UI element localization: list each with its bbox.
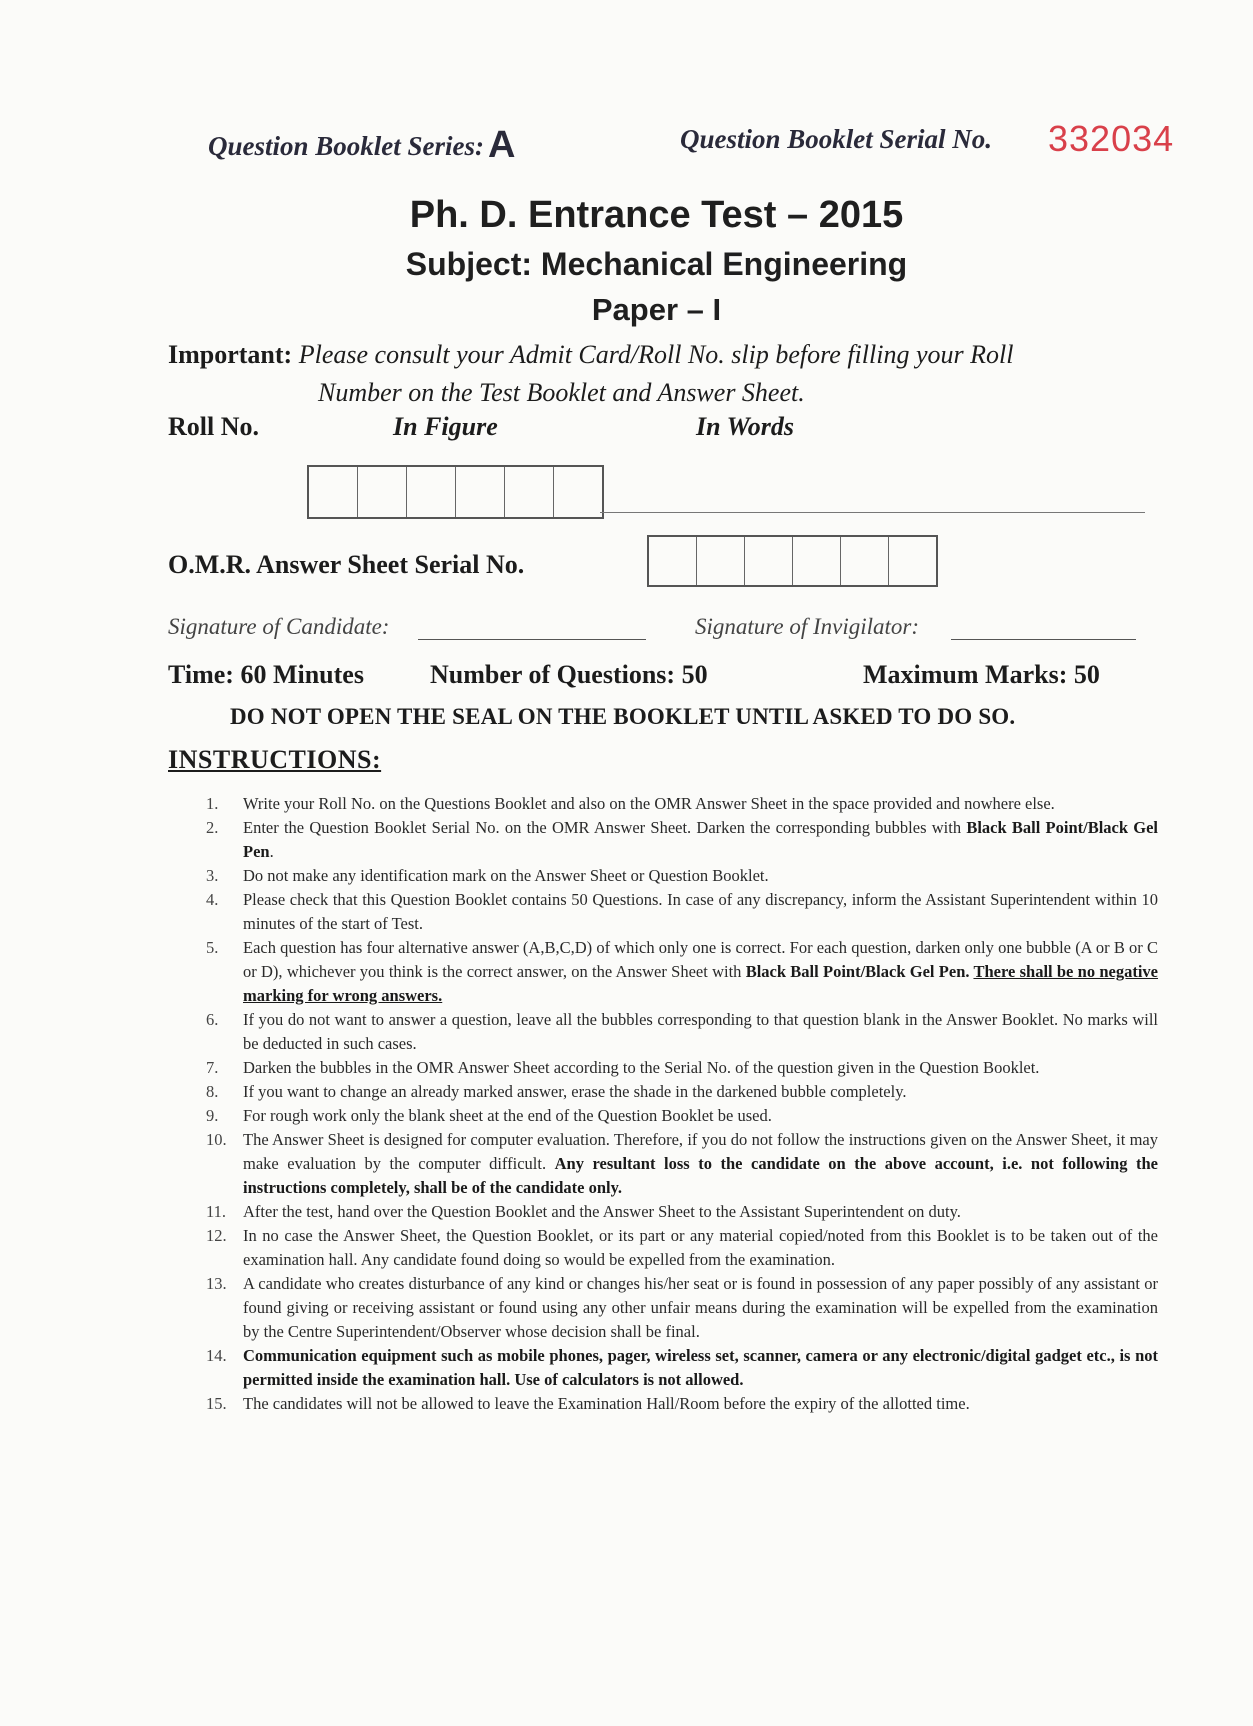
instruction-item	[168, 1200, 1158, 1224]
invigilator-signature-label: Signature of Invigilator:	[695, 614, 920, 639]
instruction-underlined-text: There shall be no negative marking for wrong answers.	[243, 962, 1159, 1005]
instruction-bold-text: Communication equipment such as mobile phones, pager, wireless set, scanner, camera or any electronic/digital gadget etc., is not permitted inside the examination hall. Use of calculators is not allowed.	[243, 1346, 1158, 1389]
instructions-list	[168, 792, 1158, 1416]
candidate-signature-label: Signature of Candidate:	[168, 614, 390, 639]
instruction-text: In no case the Answer Sheet, the Question Booklet, or its part or any material copied/noted from this Booklet is to be taken out of the examination hall. Any candidate found doing so would be expelled from the examination.	[243, 1226, 1158, 1269]
instruction-text: If you want to change an already marked answer, erase the shade in the darkened bubble completely.	[243, 1082, 907, 1101]
instruction-text: Please check that this Question Booklet contains 50 Questions. In case of any discrepancy, inform the Assistant Superintendent within 10 minutes of the start of Test.	[243, 890, 1158, 933]
instruction-text: Darken the bubbles in the OMR Answer Sheet according to the Serial No. of the question given in the Question Booklet.	[243, 1058, 1040, 1077]
instruction-text: A candidate who creates disturbance of any kind or changes his/her seat or is found in possession of any paper possibly of any assistant or found giving or receiving assistant or found using any other unfair means during the examination will be expelled from the examination by the Centre Superintendent/Observer whose decision shall be final.	[243, 1274, 1158, 1341]
booklet-header	[208, 118, 1178, 168]
marks-info: Maximum Marks: 50	[863, 660, 1100, 689]
candidate-signature-line[interactable]	[418, 639, 646, 640]
roll-in-words-line[interactable]	[600, 512, 1145, 513]
instruction-text: Write your Roll No. on the Questions Booklet and also on the OMR Answer Sheet in the space provided and nowhere else.	[243, 794, 1055, 813]
instruction-text: For rough work only the blank sheet at the end of the Question Booklet be used.	[243, 1106, 772, 1125]
instruction-number: 10.	[206, 1130, 227, 1149]
series-field	[208, 124, 515, 167]
roll-digit-box[interactable]	[505, 467, 554, 517]
serial-number: 332034	[1048, 118, 1175, 159]
instruction-number: 1.	[206, 794, 219, 813]
instruction-bold-text: Black Ball Point/Black Gel Pen	[243, 818, 1158, 861]
in-figure-label: In Figure	[393, 412, 498, 441]
instruction-text: Do not make any identification mark on the Answer Sheet or Question Booklet.	[243, 866, 769, 885]
roll-digit-box[interactable]	[309, 467, 358, 517]
exam-title: Ph. D. Entrance Test – 2015	[409, 194, 904, 236]
instruction-number: 11.	[206, 1202, 227, 1221]
instruction-text: If you do not want to answer a question, leave all the bubbles corresponding to that question blank in the Answer Booklet. No marks will be deducted in such cases.	[243, 1010, 1158, 1053]
instruction-item	[168, 1008, 1158, 1056]
instruction-number: 13.	[206, 1274, 227, 1293]
in-words-label: In Words	[696, 412, 795, 441]
instruction-item	[168, 1080, 1158, 1104]
instruction-item	[168, 864, 1158, 888]
instruction-item	[168, 1272, 1158, 1344]
omr-serial-label: O.M.R. Answer Sheet Serial No.	[168, 550, 525, 579]
instruction-text: The Answer Sheet is designed for computer evaluation. Therefore, if you do not follow the instructions given on the Answer Sheet, it may make evaluation by the computer difficult.	[243, 1130, 1158, 1173]
omr-digit-box[interactable]	[889, 537, 936, 585]
instruction-number: 14.	[206, 1346, 227, 1365]
invigilator-signature-line[interactable]	[951, 639, 1136, 640]
instruction-item	[168, 1128, 1158, 1200]
instruction-text: Enter the Question Booklet Serial No. on the OMR Answer Sheet. Darken the corresponding bubbles with	[243, 818, 967, 837]
instruction-item	[168, 888, 1158, 936]
seal-notice: DO NOT OPEN THE SEAL ON THE BOOKLET UNTIL ASKED TO DO SO.	[230, 704, 1016, 729]
important-note	[168, 336, 1158, 412]
instruction-number: 8.	[206, 1082, 219, 1101]
roll-number-boxes[interactable]	[307, 465, 604, 519]
omr-digit-box[interactable]	[697, 537, 745, 585]
instruction-item	[168, 936, 1158, 1008]
questions-info: Number of Questions: 50	[430, 660, 708, 689]
instruction-number: 3.	[206, 866, 219, 885]
instruction-number: 15.	[206, 1394, 227, 1413]
time-info: Time: 60 Minutes	[168, 660, 364, 689]
instruction-item	[168, 816, 1158, 864]
roll-digit-box[interactable]	[456, 467, 505, 517]
paper-title: Paper – I	[591, 292, 722, 327]
instruction-item	[168, 1056, 1158, 1080]
instruction-item	[168, 1392, 1158, 1416]
serial-label: Question Booklet Serial No.	[680, 124, 993, 154]
instruction-number: 6.	[206, 1010, 219, 1029]
series-label: Question Booklet Series:	[208, 131, 485, 161]
instruction-item	[168, 1224, 1158, 1272]
instructions-heading: INSTRUCTIONS:	[168, 745, 382, 774]
omr-digit-box[interactable]	[793, 537, 841, 585]
instruction-number: 12.	[206, 1226, 227, 1245]
series-letter: A	[488, 124, 516, 166]
instruction-number: 7.	[206, 1058, 219, 1077]
roll-label: Roll No.	[168, 412, 259, 441]
instruction-text: Each question has four alternative answer (A,B,C,D) of which only one is correct. For each question, darken only one bubble (A or B or C or D), whichever you think is the correct answer, on the Answer Sheet with	[243, 938, 1158, 981]
instruction-item	[168, 1344, 1158, 1392]
omr-serial-boxes[interactable]	[647, 535, 938, 587]
important-line-2: Number on the Test Booklet and Answer Sheet.	[318, 378, 805, 407]
omr-digit-box[interactable]	[841, 537, 889, 585]
omr-digit-box[interactable]	[649, 537, 697, 585]
instruction-item	[168, 1104, 1158, 1128]
important-line-1: Please consult your Admit Card/Roll No. slip before filling your Roll	[298, 340, 1014, 369]
instruction-text-end: .	[269, 842, 274, 861]
instruction-item	[168, 792, 1158, 816]
instruction-number: 9.	[206, 1106, 219, 1125]
roll-digit-box[interactable]	[554, 467, 602, 517]
omr-digit-box[interactable]	[745, 537, 793, 585]
instruction-number: 5.	[206, 938, 219, 957]
instruction-bold-text: Black Ball Point/Black Gel Pen.	[745, 962, 974, 981]
instruction-bold-text: Any resultant loss to the candidate on the above account, i.e. not following the instructions completely, shall be of the candidate only.	[243, 1154, 1158, 1197]
roll-digit-box[interactable]	[407, 467, 456, 517]
instruction-text: After the test, hand over the Question Booklet and the Answer Sheet to the Assistant Superintendent on duty.	[243, 1202, 961, 1221]
important-label: Important:	[168, 340, 293, 369]
instruction-number: 2.	[206, 818, 219, 837]
subject-title: Subject: Mechanical Engineering	[405, 246, 908, 282]
instruction-number: 4.	[206, 890, 219, 909]
instruction-text: The candidates will not be allowed to leave the Examination Hall/Room before the expiry of the allotted time.	[243, 1394, 970, 1413]
roll-digit-box[interactable]	[358, 467, 407, 517]
